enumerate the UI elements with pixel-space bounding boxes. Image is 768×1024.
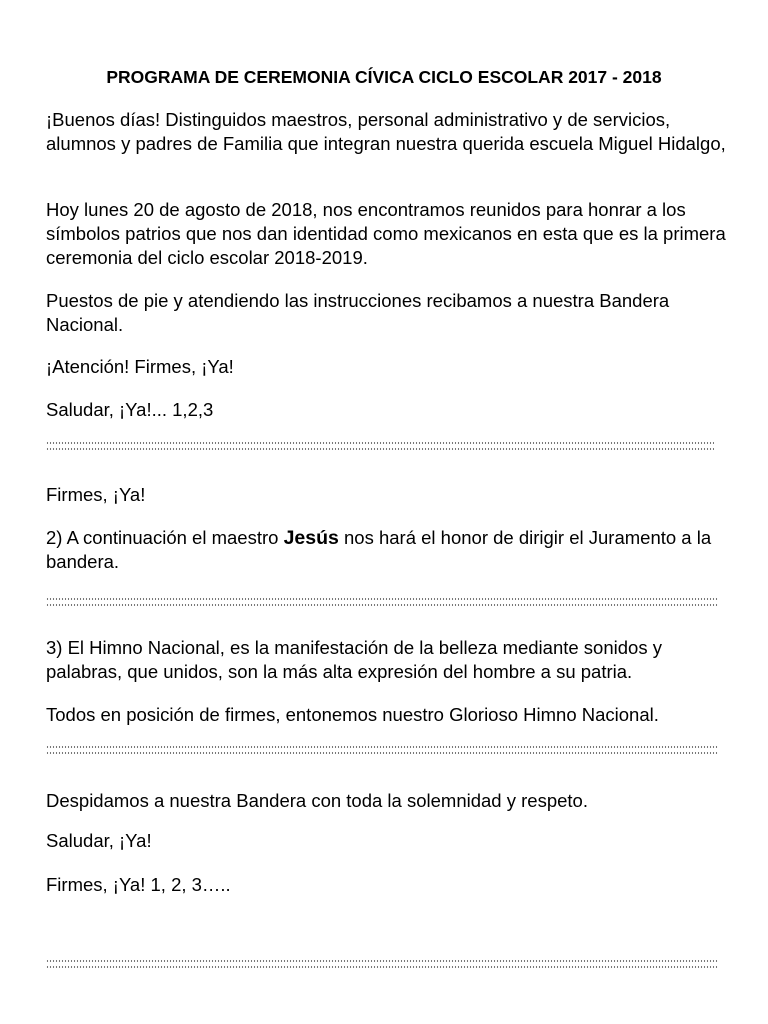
anthem-instruction: Todos en posición de firmes, entonemos nuestro Glorioso Himno Nacional. <box>46 704 659 725</box>
firmes-command-1: Firmes, ¡Ya! <box>46 484 146 505</box>
oath-paragraph <box>46 526 736 574</box>
salute-command-1: Saludar, ¡Ya!... 1,2,3 <box>46 399 214 420</box>
intro-paragraph: Hoy lunes 20 de agosto de 2018, nos encontramos reunidos para honrar a los símbolos patrios que nos dan identidad como mexicanos en esta que es la primera ceremonia del ciclo escolar 2018-2019. <box>46 199 726 268</box>
dotted-separator <box>46 440 714 454</box>
firmes-command-2: Firmes, ¡Ya! 1, 2, 3….. <box>46 874 231 895</box>
farewell-paragraph: Despidamos a nuestra Bandera con toda la solemnidad y respeto. <box>46 790 588 811</box>
salute-command-2: Saludar, ¡Ya! <box>46 830 152 851</box>
teacher-name: Jesús <box>283 527 339 549</box>
dotted-separator <box>46 744 718 758</box>
dotted-separator <box>46 596 718 610</box>
document-title: PROGRAMA DE CEREMONIA CÍVICA CICLO ESCOLAR 2017 - 2018 <box>106 67 662 87</box>
greeting-paragraph: ¡Buenos días! Distinguidos maestros, personal administrativo y de servicios, alumnos y padres de Familia que integran nuestra querida escuela Miguel Hidalgo, <box>46 109 726 154</box>
anthem-paragraph: 3) El Himno Nacional, es la manifestación de la belleza mediante sonidos y palabras, que unidos, son la más alta expresión del hombre a su patria. <box>46 637 662 682</box>
receive-flag-paragraph: Puestos de pie y atendiendo las instrucciones recibamos a nuestra Bandera Nacional. <box>46 290 670 335</box>
dotted-separator <box>46 958 718 972</box>
oath-text-prefix: 2) A continuación el maestro <box>46 527 284 548</box>
oath-text-suffix: nos hará el honor de dirigir el Juramento a la bandera. <box>46 527 712 572</box>
attention-command: ¡Atención! Firmes, ¡Ya! <box>46 356 234 377</box>
